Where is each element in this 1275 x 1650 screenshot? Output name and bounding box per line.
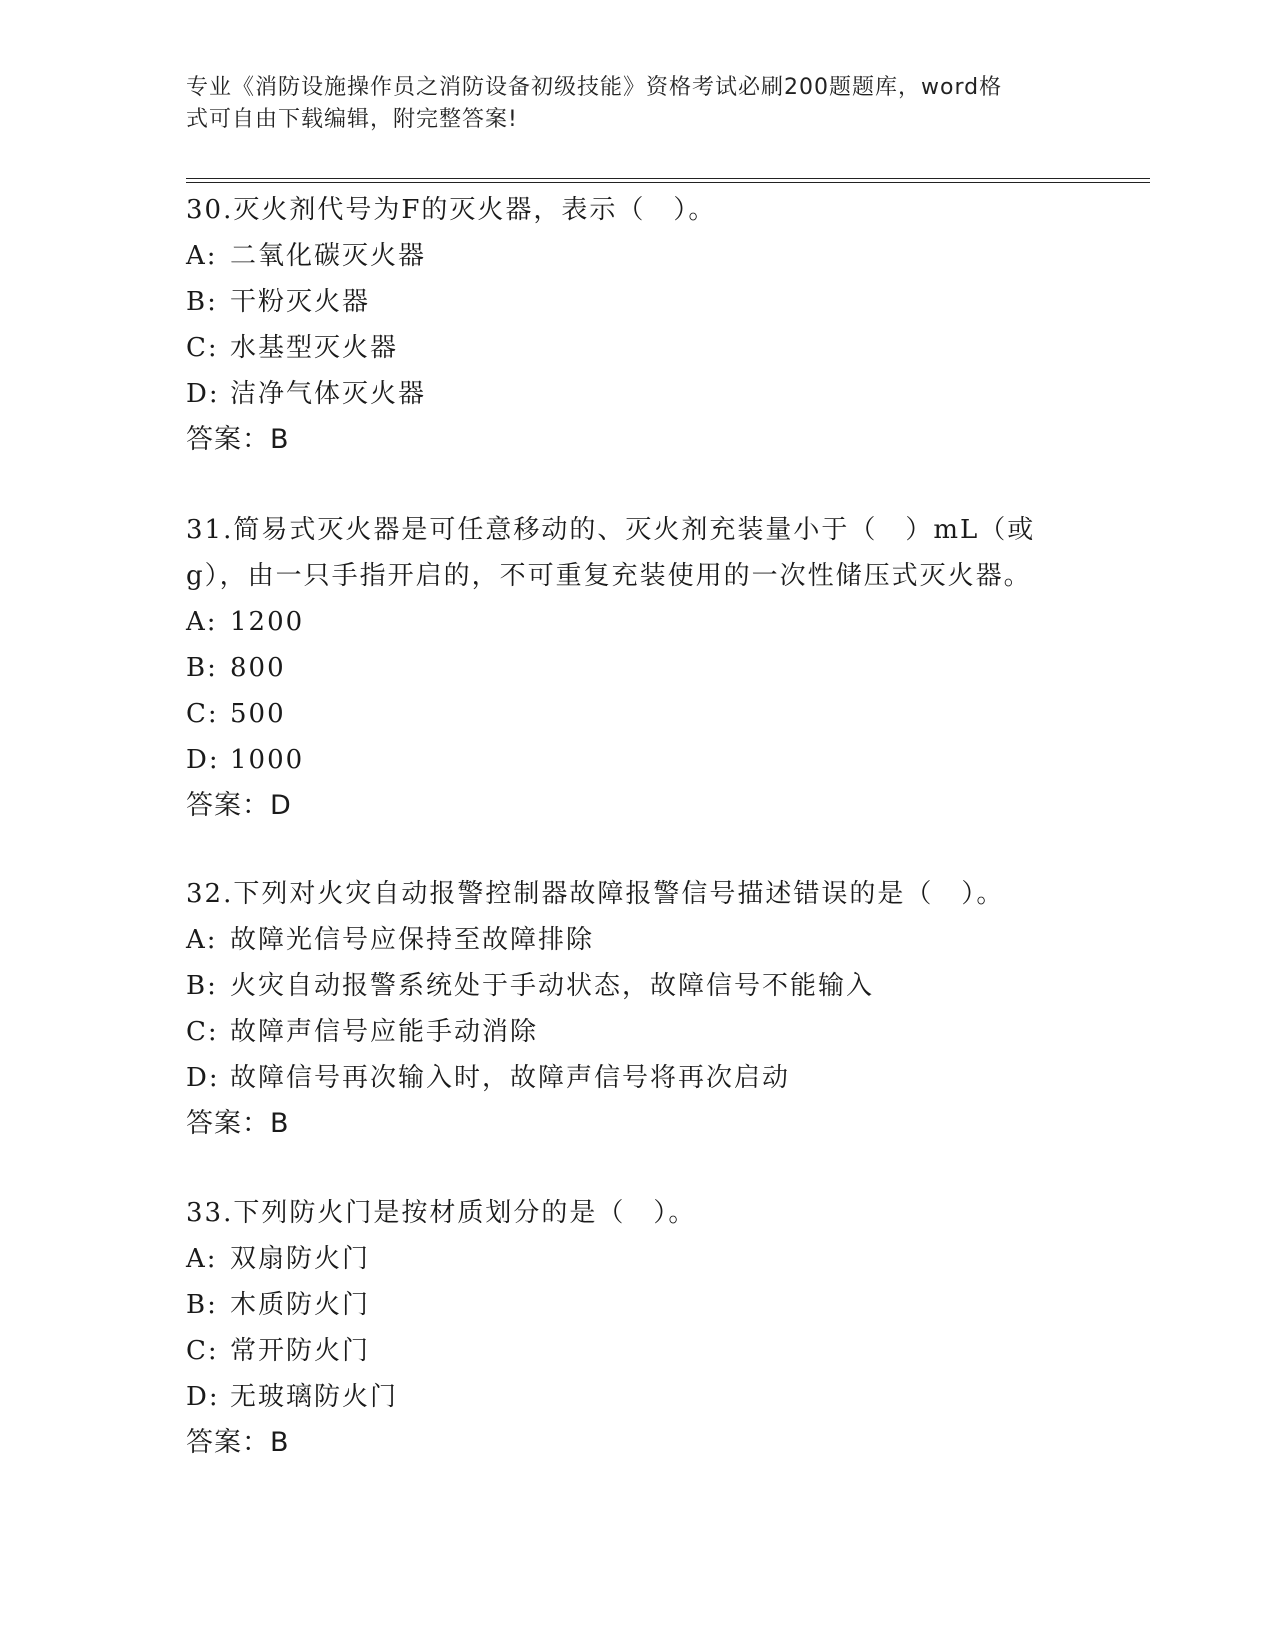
option-key: B:: [186, 1290, 218, 1320]
option-key: A:: [186, 925, 218, 955]
option-a: [186, 233, 1086, 279]
option-b: [186, 279, 1086, 325]
option-key: C:: [186, 333, 219, 363]
option-c: [186, 1328, 1086, 1374]
document-header: [186, 72, 1066, 136]
option-c: [186, 1009, 1086, 1055]
question-stem: 31.简易式灭火器是可任意移动的、灭火剂充装量小于（ ）mL（或g），由一只手指开启的，不可重复充装使用的一次性储压式灭火器。: [186, 515, 1036, 591]
option-text: 1200: [230, 607, 305, 637]
option-text: 800: [230, 653, 286, 683]
option-key: C:: [186, 1017, 219, 1047]
answer-line: 答案：B: [186, 1427, 290, 1458]
option-text: 故障声信号应能手动消除: [230, 1017, 539, 1047]
option-d: [186, 1055, 1086, 1101]
option-key: A:: [186, 607, 218, 637]
option-text: 500: [230, 699, 286, 729]
option-key: D:: [186, 379, 220, 409]
option-text: 干粉灭火器: [230, 287, 371, 317]
option-text: 木质防火门: [230, 1290, 371, 1320]
option-d: [186, 737, 1086, 783]
answer-line: 答案：B: [186, 1108, 290, 1139]
question-stem: 32.下列对火灾自动报警控制器故障报警信号描述错误的是（ ）。: [186, 879, 1005, 909]
option-text: 洁净气体灭火器: [230, 379, 427, 409]
option-key: B:: [186, 287, 218, 317]
option-key: D:: [186, 1063, 220, 1093]
option-key: B:: [186, 653, 218, 683]
option-b: [186, 645, 1086, 691]
question-33: [186, 1190, 1086, 1466]
answer-line: 答案：B: [186, 424, 290, 455]
header-line-1: 专业《消防设施操作员之消防设备初级技能》资格考试必刷200题题库，word格: [186, 75, 1003, 100]
option-key: A:: [186, 241, 218, 271]
option-text: 二氧化碳灭火器: [230, 241, 427, 271]
option-b: [186, 963, 1086, 1009]
option-key: C:: [186, 1336, 219, 1366]
option-text: 常开防火门: [230, 1336, 371, 1366]
header-divider-top: [186, 178, 1150, 179]
option-key: D:: [186, 1382, 220, 1412]
header-line-2: 式可自由下载编辑，附完整答案!: [186, 107, 518, 132]
option-key: C:: [186, 699, 219, 729]
question-stem: 30.灭火剂代号为F的灭火器，表示（ ）。: [186, 195, 717, 225]
question-stem: 33.下列防火门是按材质划分的是（ ）。: [186, 1198, 697, 1228]
option-text: 双扇防火门: [230, 1244, 371, 1274]
option-a: [186, 599, 1086, 645]
option-d: [186, 1374, 1086, 1420]
question-32: [186, 871, 1086, 1147]
option-text: 无玻璃防火门: [230, 1382, 399, 1412]
option-a: [186, 917, 1086, 963]
question-30: [186, 187, 1086, 463]
option-text: 火灾自动报警系统处于手动状态，故障信号不能输入: [230, 971, 875, 1001]
option-c: [186, 325, 1086, 371]
option-text: 故障信号再次输入时，故障声信号将再次启动: [230, 1063, 791, 1093]
option-key: A:: [186, 1244, 218, 1274]
option-text: 水基型灭火器: [230, 333, 399, 363]
option-c: [186, 691, 1086, 737]
option-key: B:: [186, 971, 218, 1001]
option-text: 1000: [230, 745, 305, 775]
option-b: [186, 1282, 1086, 1328]
header-divider-bottom: [186, 182, 1150, 183]
option-key: D:: [186, 745, 220, 775]
option-text: 故障光信号应保持至故障排除: [230, 925, 595, 955]
answer-line: 答案：D: [186, 790, 292, 821]
question-31: [186, 507, 1086, 829]
option-a: [186, 1236, 1086, 1282]
option-d: [186, 371, 1086, 417]
